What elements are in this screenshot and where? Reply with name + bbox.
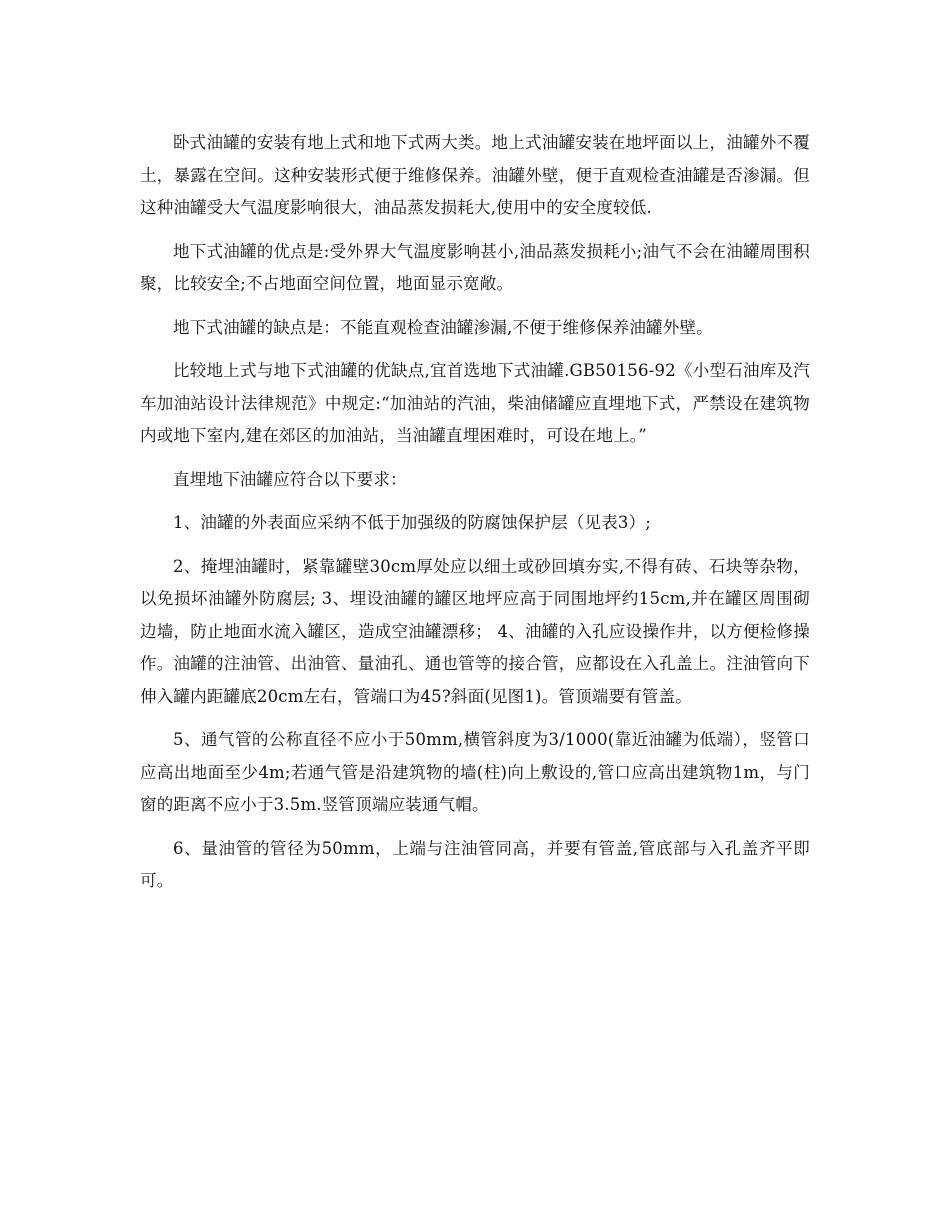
paragraph-underground-disadvantages: 地下式油罐的缺点是：不能直观检查油罐渗漏,不便于维修保养油罐外壁。 [173,317,713,337]
paragraph-underground-advantages: 地下式油罐的优点是:受外界大气温度影响甚小,油品蒸发损耗小;油气不会在油罐周围积聚，比较安全;不占地面空间位置，地面显示宽敞。 [140,241,810,293]
paragraph-requirements-intro: 直埋地下油罐应符合以下要求： [173,469,407,489]
paragraph-requirement-1: 1、油罐的外表面应采纳不低于加强级的防腐蚀保护层（见表3）; [173,513,652,532]
document-body [140,127,810,898]
paragraph-requirement-6: 6、量油管的管径为50mm，上端与注油管同高，并要有管盖,管底部与入孔盖齐平即可。 [140,838,810,890]
paragraph-requirement-2-4: 2、掩埋油罐时，紧靠罐壁30cm厚处应以细土或砂回填夯实,不得有砖、石块等杂物，以免损坏油罐外防腐层; 3、埋设油罐的罐区地坪应高于同围地坪约15cm,并在罐区周围砌边墙，防止地面水流入罐区，造成空油罐漂移； 4、油罐的入孔应设操作井，以方便检修操作。油罐的注油管、出油管、量油孔、通也管等的接合管，应都设在入孔盖上。注油管向下伸入罐内距罐底20cm左右，管端口为45?斜面(见图1)。管顶端要有管盖。 [140,556,810,706]
paragraph-aboveground-vs-underground: 卧式油罐的安装有地上式和地下式两大类。地上式油罐安装在地坪面以上，油罐外不覆土，暴露在空间。这种安装形式便于维修保养。油罐外壁，便于直观检查油罐是否渗漏。但这种油罐受大气温度影响很大，油品蒸发损耗大,使用中的安全度较低. [140,133,810,217]
paragraph-requirement-5: 5、通气管的公称直径不应小于50mm,横管斜度为3/1000(靠近油罐为低端），竖管口应高出地面至少4m;若通气管是沿建筑物的墙(柱)向上敷设的,管口应高出建筑物1m，与门窗的距离不应小于3.5m.竖管顶端应装通气帽。 [140,730,810,814]
paragraph-standard-citation: 比较地上式与地下式油罐的优缺点,宜首选地下式油罐.GB50156-92《小型石油库及汽车加油站设计法律规范》中规定:“加油站的汽油，柴油储罐应直埋地下式，严禁设在建筑物内或地下室内,建在郊区的加油站，当油罐直埋困难时，可设在地上。” [140,361,810,445]
